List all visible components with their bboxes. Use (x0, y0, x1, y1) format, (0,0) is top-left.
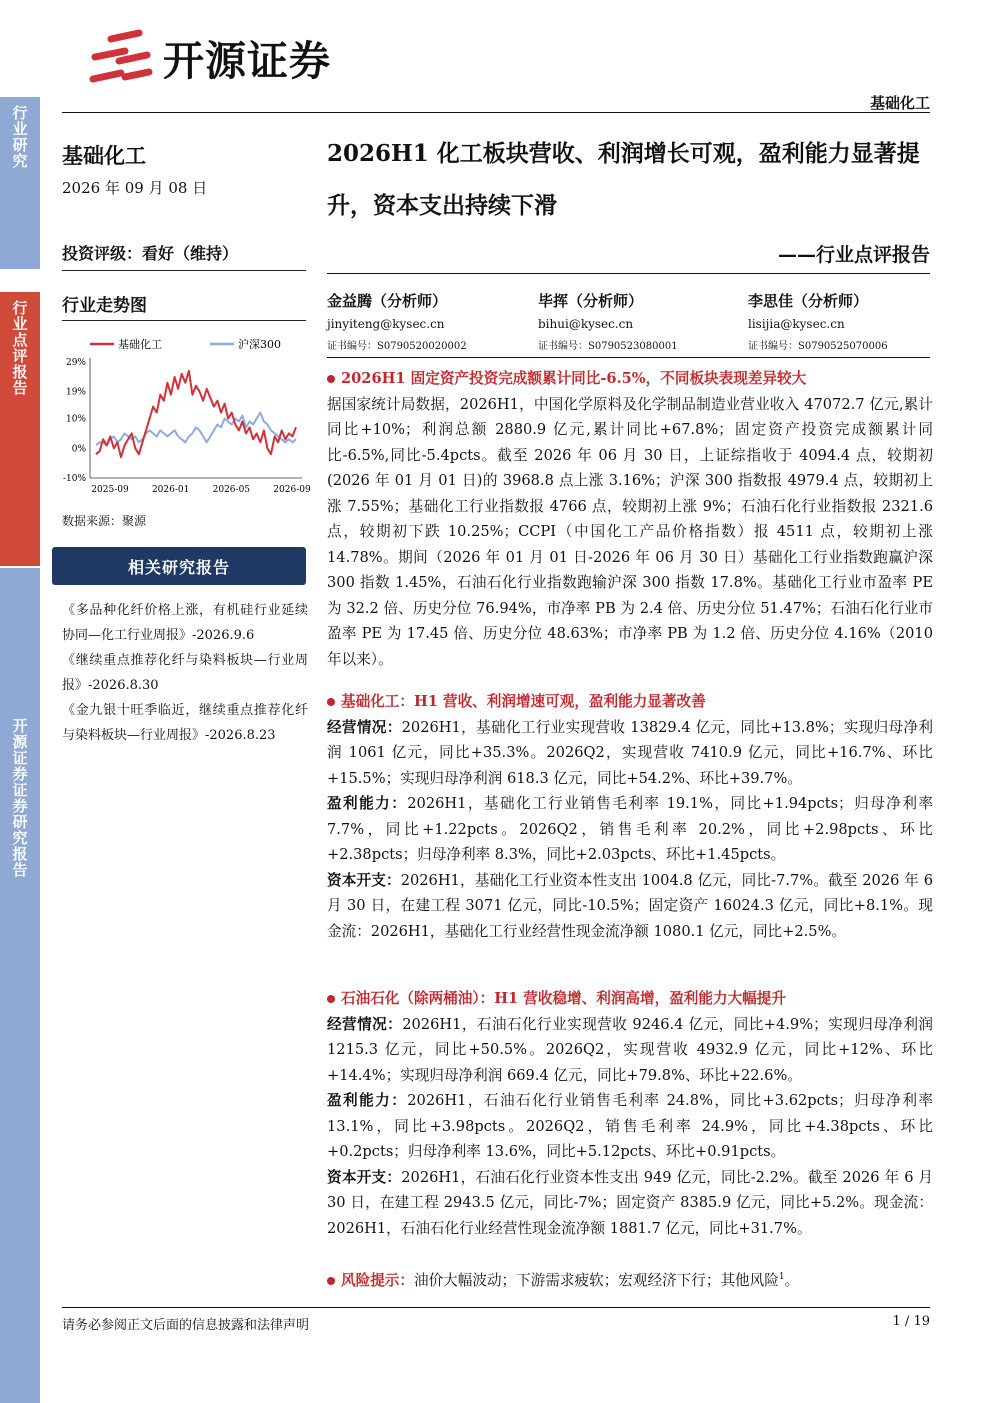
section-1-heading: 2026H1 固定资产投资完成额累计同比-6.5%，不同板块表现差异较大 (327, 366, 933, 392)
y-tick-label: 19% (65, 387, 86, 398)
bullet-icon (327, 698, 335, 706)
strip-brand: 开源证券证券研究报告 (0, 568, 40, 1403)
trend-divider (62, 320, 306, 321)
report-title: 2026H1 化工板块营收、利润增长可观，盈利能力显著提升，资本支出持续下滑 (327, 140, 920, 219)
analysts-top-divider (327, 273, 930, 274)
x-tick-label: 2026-01 (151, 485, 190, 495)
analyst-email[interactable]: bihui@kysec.cn (538, 317, 634, 331)
y-tick-label: -10% (62, 474, 86, 484)
brand-logo-icon (85, 29, 157, 87)
analyst-cert: 证书编号：S0790523080001 (538, 341, 678, 352)
header-divider (62, 112, 930, 113)
x-tick-label: 2025-09 (91, 485, 129, 495)
x-tick-label: 2026-09 (273, 485, 311, 495)
section-3-heading: 石油石化（除两桶油）：H1 营收稳增、利润高增，盈利能力大幅提升 (327, 986, 933, 1012)
footer-divider (62, 1307, 930, 1308)
investment-rating: 投资评级：看好（维持） (62, 244, 239, 263)
legend-label-series-1: 基础化工 (118, 338, 162, 351)
section-2-operations: 经营情况：2026H1，基础化工行业实现营收 13829.4 亿元，同比+13.8%；实现归母净利润 1061 亿元，同比+35.3%。2026Q2，实现营收 7410.9 亿元，同比+16.7%、环比+15.5%；实现归母净利润 618.3 亿元，同比+54.2%、环比+39.7%。 (327, 718, 934, 787)
y-tick-label: 0% (71, 444, 86, 455)
page-number: 1 / 19 (892, 1314, 930, 1329)
analyst-card (538, 290, 738, 352)
report-date: 2026 年 09 月 08 日 (62, 179, 208, 197)
risk-warning: 风险提示：油价大幅波动；下游需求疲软；宏观经济下行；其他风险$^1$。 (327, 1269, 799, 1290)
related-report-item[interactable]: 《继续重点推荐化纤与染料板块—行业周报》-2026.8.30 (62, 653, 308, 693)
x-tick-label: 2026-05 (212, 485, 251, 495)
section-2-capex: 资本开支：2026H1，基础化工行业资本性支出 1004.8 亿元，同比-7.7%。截至 2026 年 6 月 30 日，在建工程 3071 亿元，同比-10.5%；固定资产 16024.3 亿元，同比+8.1%。现金流：2026H1，基础化工行业经营性现金流净额 1080.1 亿元，同比+2.5%。 (327, 871, 933, 940)
brand-name: 开源证券 (163, 37, 331, 85)
section-3 (327, 986, 933, 1241)
bullet-icon (327, 1277, 335, 1285)
series-line-基础化工 (96, 371, 296, 457)
chart-source: 数据来源：聚源 (62, 514, 147, 528)
y-tick-label: 10% (65, 414, 86, 425)
analyst-email[interactable]: jinyiteng@kysec.cn (327, 317, 445, 331)
chart-legend (90, 337, 281, 351)
section-2-heading: 基础化工：H1 营收、利润增速可观，盈利能力显著改善 (327, 689, 933, 715)
analyst-name: 毕挥（分析师） (538, 292, 644, 310)
analyst-name: 金益腾（分析师） (327, 292, 448, 310)
analyst-cert: 证书编号：S0790525070006 (748, 341, 888, 352)
section-3-operations: 经营情况：2026H1，石油石化行业实现营收 9246.4 亿元，同比+4.9%；实现归母净利润 1215.3 亿元，同比+50.5%。2026Q2，实现营收 4932.9 亿元，同比+12%、环比+14.4%；实现归母净利润 669.4 亿元，同比+79.8%、环比+22.6%。 (327, 1015, 933, 1084)
related-report-item[interactable]: 《金九银十旺季临近，继续重点推荐化纤与染料板块—行业周报》-2026.8.23 (62, 703, 308, 743)
rating-divider (62, 270, 306, 271)
footer-disclaimer: 请务必参阅正文后面的信息披露和法律声明 (62, 1318, 310, 1333)
bullet-icon (327, 375, 335, 383)
analyst-cert: 证书编号：S0790520020002 (327, 341, 467, 352)
trend-chart-svg (62, 328, 314, 508)
section-2-profitability: 盈利能力：2026H1，基础化工行业销售毛利率 19.1%，同比+1.94pcts；归母净利率 7.7%，同比+1.22pcts。2026Q2，销售毛利率 20.2%，同比+2.98pcts、环比+2.38pcts；归母净利率 8.3%，同比+2.03pcts、环比+1.45pcts。 (327, 795, 933, 863)
y-tick-label: 29% (65, 358, 86, 368)
section-1 (327, 366, 933, 672)
bullet-icon (327, 995, 335, 1003)
related-reports-list (62, 598, 308, 748)
report-subtitle: ——行业点评报告 (777, 244, 930, 266)
related-reports-header: 相关研究报告 (52, 547, 306, 585)
section-3-profitability: 盈利能力：2026H1，石油石化行业销售毛利率 24.8%，同比+3.62pcts；归母净利率 13.1%，同比+3.98pcts。2026Q2，销售毛利率 24.9%，同比+4.38pcts、环比+0.2pcts；归母净利率 13.6%，同比+5.12pcts、环比+0.91pcts。 (327, 1092, 933, 1160)
analyst-name: 李思佳（分析师） (748, 292, 869, 310)
trend-chart (62, 328, 314, 508)
strip-industry-research: 行业研究 (0, 97, 40, 269)
legend-label-series-2: 沪深300 (238, 338, 281, 351)
analyst-card (327, 290, 527, 352)
strip-report-type: 行业点评报告 (0, 292, 40, 566)
analysts-bottom-divider (327, 357, 930, 358)
section-1-body: 据国家统计局数据，2026H1，中国化学原料及化学制品制造业营业收入 47072.7 亿元,累计同比+10%；利润总额 2880.9 亿元,累计同比+67.8%；固定资产投资完成额累计同比-6.5%,同比-5.4pcts。截至 2026 年 06 月 30 日，上证综指收于 4094.4 点，较期初(2026 年 01 月 01 日)的 3968.8 点上涨 3.16%；沪深 300 指数报 4979.4 点，较期初上涨 7.55%；基础化工行业指数报 4766 点，较期初上涨 9%；石油石化行业指数报 2321.6 点，较期初下跌 10.25%；CCPI（中国化工产品价格指数）报 4511 点，较期初上涨 14.78%。期间（2026 年 01 月 01 日-2026 年 06 月 30 日）基础化工行业指数跑赢沪深 300 指数 1.45%，石油石化行业指数跑输沪深 300 指数 17.8%。基础化工行业市盈率 PE 为 32.2 倍、历史分位 76.94%，市净率 PB 为 2.4 倍、历史分位 51.47%；石油石化行业市盈率 PE 为 17.45 倍、历史分位 48.63%；市净率 PB 为 1.2 倍、历史分位 4.16%（2010 年以来）。 (327, 395, 933, 668)
analyst-card (748, 290, 948, 352)
brand-logo (85, 28, 331, 87)
trend-title: 行业走势图 (62, 296, 147, 316)
related-report-item[interactable]: 《多品种化纤价格上涨，有机硅行业延续协同—化工行业周报》-2026.9.6 (62, 603, 308, 643)
analyst-email[interactable]: lisijia@kysec.cn (748, 317, 845, 331)
section-3-capex: 资本开支：2026H1，石油石化行业资本性支出 949 亿元，同比-2.2%。截至 2026 年 6 月 30 日，在建工程 2943.5 亿元，同比-7%；固定资产 8385.9 亿元，同比+5.2%。现金流：2026H1，石油石化行业经营性现金流净额 1881.7 亿元，同比+31.7%。 (327, 1168, 933, 1237)
sidebar-category: 基础化工 (62, 143, 146, 168)
section-2 (327, 689, 933, 944)
footnote-ref[interactable]: 1 (778, 1272, 785, 1283)
header-category: 基础化工 (869, 94, 930, 112)
